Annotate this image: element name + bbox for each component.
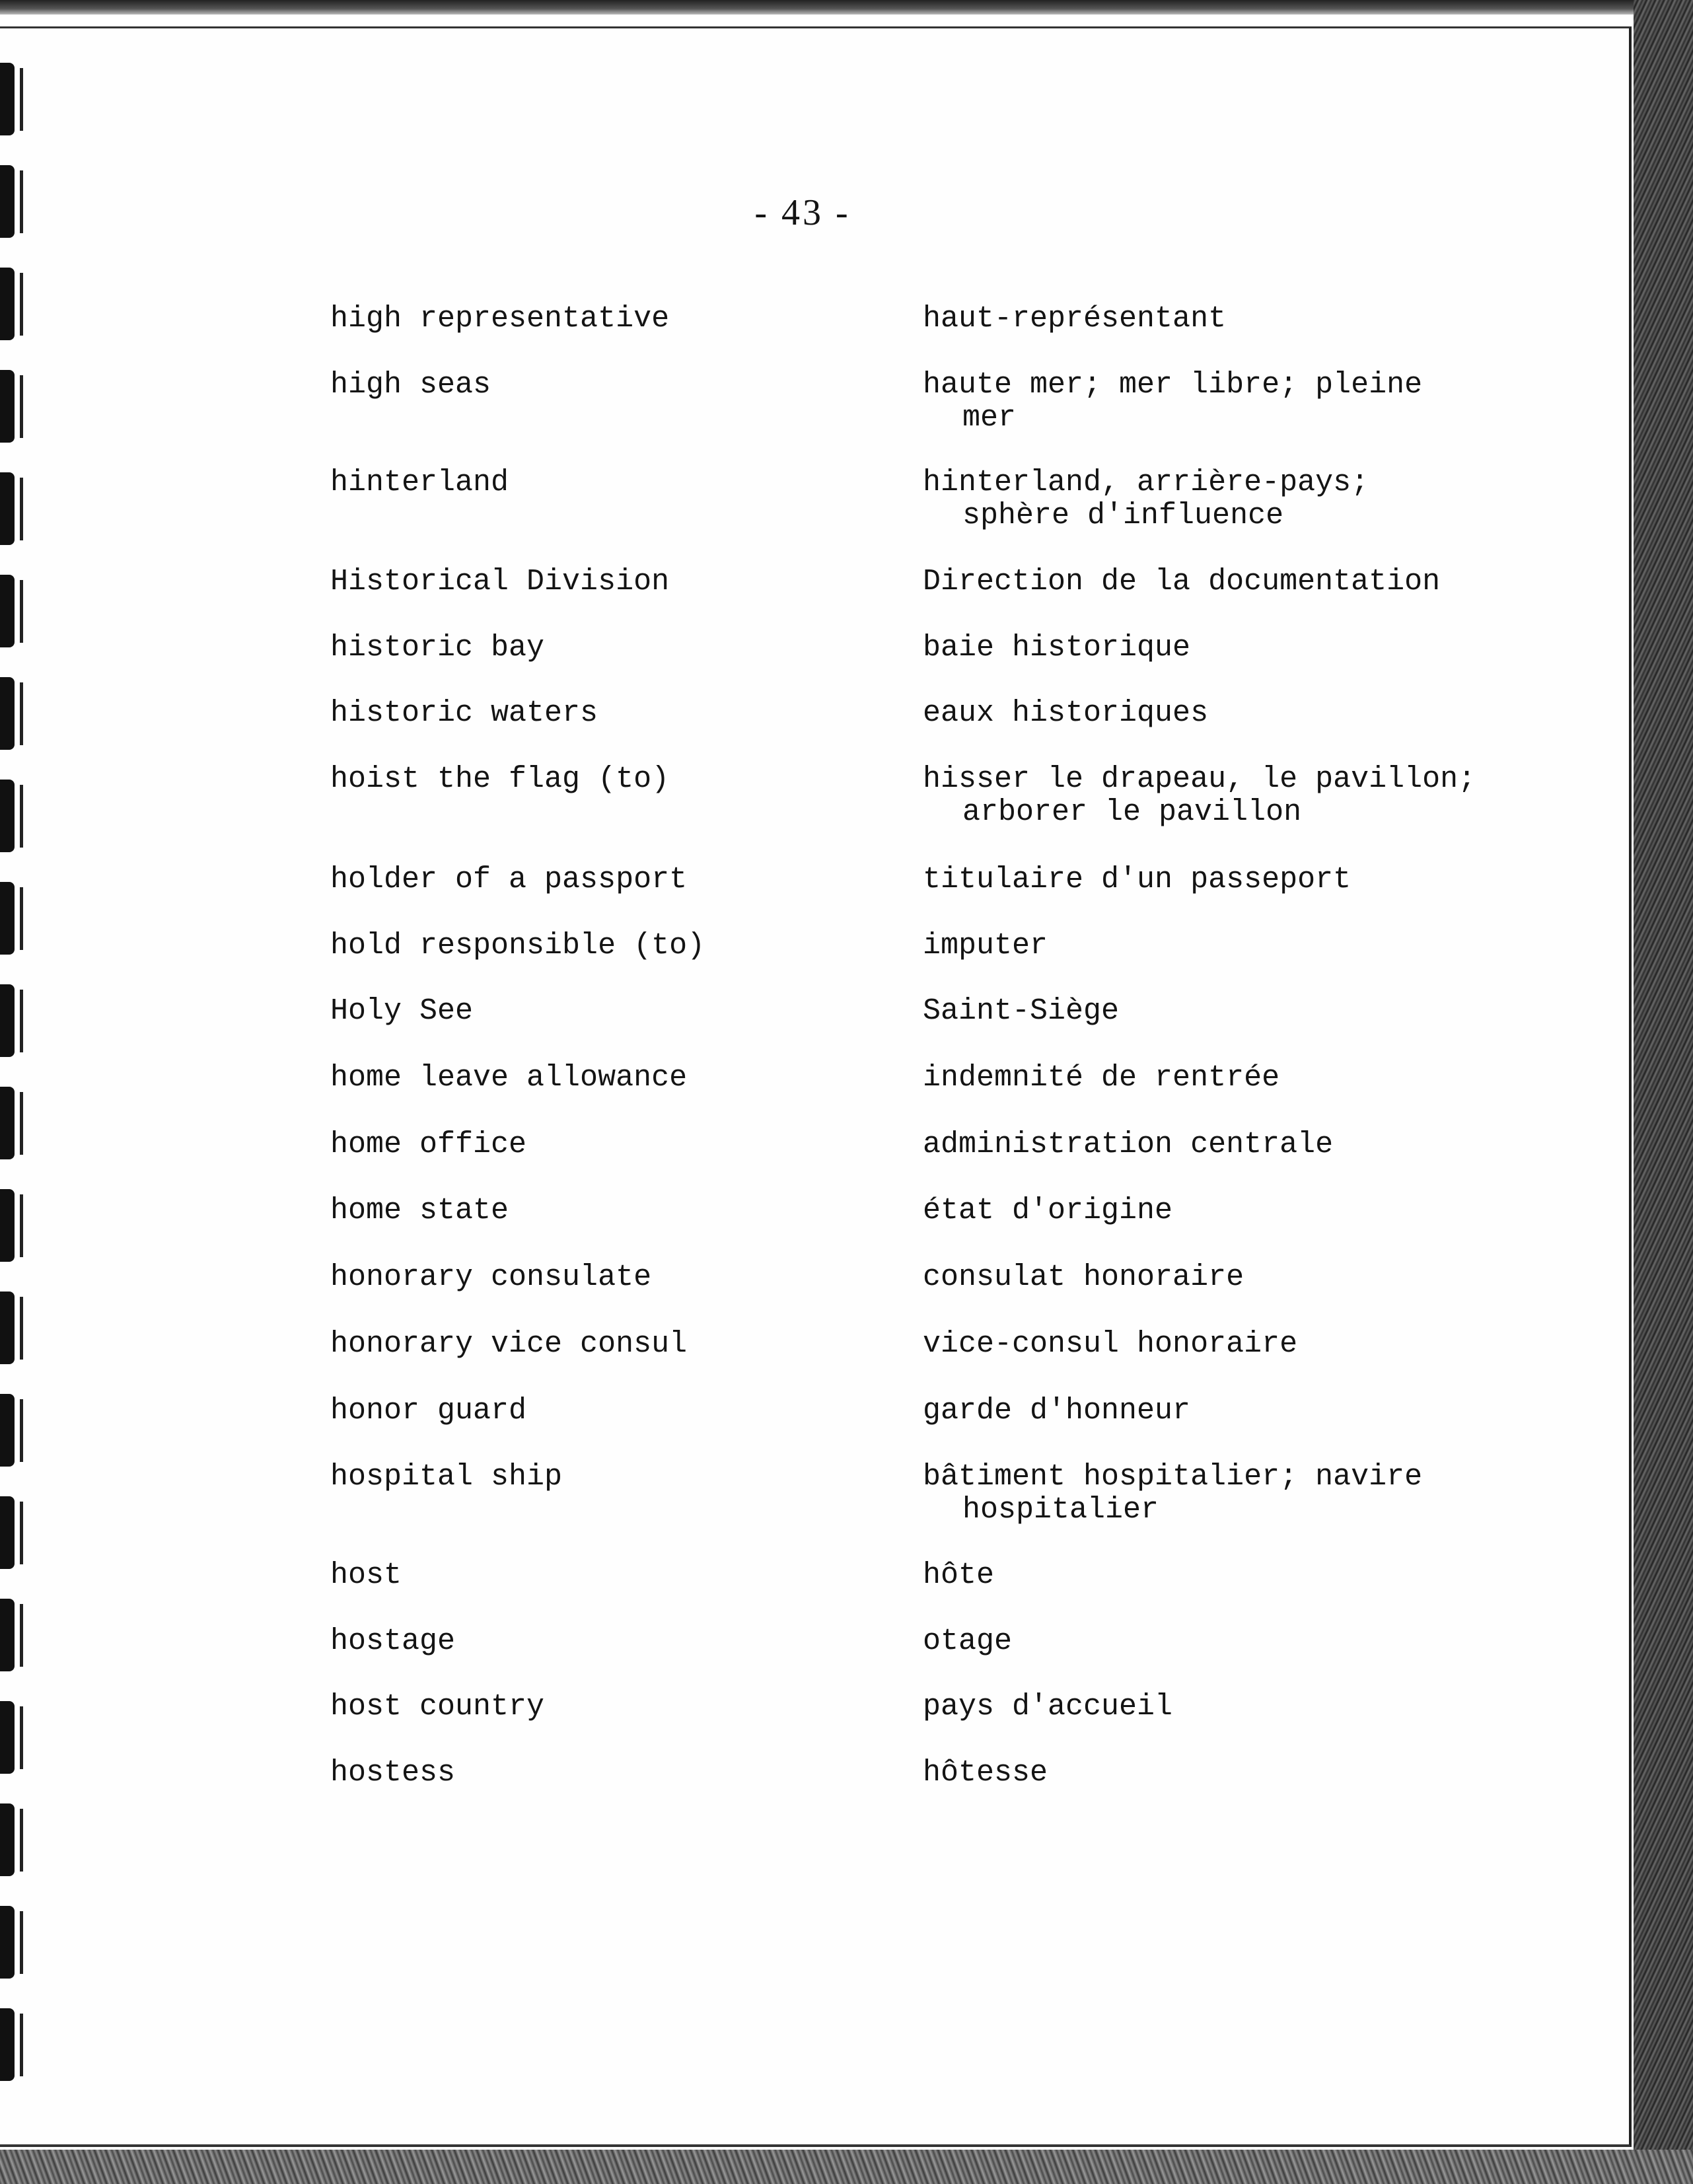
entry-translation <box>923 303 1517 336</box>
entry-translation <box>923 995 1517 1028</box>
entry-translation <box>923 1691 1517 1724</box>
translation-continuation: sphère d'influence <box>962 499 1284 532</box>
translation-line: Saint-Siège <box>923 994 1120 1028</box>
translation-line: bâtiment hospitalier; navire <box>923 1460 1423 1494</box>
entry-term: holder of a passport <box>330 863 688 896</box>
entry-term: home leave allowance <box>330 1061 688 1095</box>
entry-term: honorary consulate <box>330 1260 652 1294</box>
translation-line: hôte <box>923 1558 995 1592</box>
entry-term: hinterland <box>330 466 509 499</box>
translation-line: otage <box>923 1624 1013 1658</box>
entry-term: high seas <box>330 368 491 402</box>
entry-translation <box>923 565 1517 599</box>
entry-translation <box>923 1328 1517 1361</box>
entry-translation <box>923 863 1517 896</box>
entry-translation <box>923 929 1517 963</box>
entry-translation <box>923 1757 1517 1790</box>
entry-term: host <box>330 1558 402 1592</box>
translation-line: administration centrale <box>923 1128 1334 1161</box>
entry-term: historic bay <box>330 631 545 665</box>
translation-line: imputer <box>923 929 1048 963</box>
entry-term: host country <box>330 1690 545 1724</box>
translation-line: haute mer; mer libre; pleine <box>923 368 1423 402</box>
translation-line: eaux historiques <box>923 696 1209 730</box>
entry-translation <box>923 763 1517 829</box>
entry-translation <box>923 1261 1517 1294</box>
translation-line: garde d'honneur <box>923 1394 1191 1428</box>
entry-translation <box>923 1062 1517 1095</box>
translation-continuation: mer <box>962 401 1017 435</box>
translation-line: pays d'accueil <box>923 1690 1173 1724</box>
entry-term: home state <box>330 1194 509 1227</box>
entry-translation <box>923 1559 1517 1592</box>
entry-term: hospital ship <box>330 1460 563 1494</box>
translation-line: baie historique <box>923 631 1191 665</box>
entry-term: hold responsible (to) <box>330 929 705 963</box>
translation-continuation: hospitalier <box>962 1493 1159 1527</box>
entry-translation <box>923 697 1517 730</box>
entry-translation <box>923 1461 1517 1527</box>
entry-term: high representative <box>330 302 670 336</box>
entry-term: historic waters <box>330 696 598 730</box>
translation-line: hôtesse <box>923 1756 1048 1790</box>
translation-line: hisser le drapeau, le pavillon; <box>923 762 1476 796</box>
translation-line: haut-représentant <box>923 302 1227 336</box>
translation-line: consulat honoraire <box>923 1260 1244 1294</box>
entry-term: home office <box>330 1128 527 1161</box>
entry-translation <box>923 1128 1517 1161</box>
page-number: - 43 - <box>754 192 851 233</box>
entry-translation <box>923 632 1517 665</box>
entry-term: honorary vice consul <box>330 1327 688 1361</box>
entry-translation <box>923 369 1517 435</box>
translation-line: indemnité de rentrée <box>923 1061 1280 1095</box>
translation-line: Direction de la documentation <box>923 565 1441 599</box>
entry-translation <box>923 466 1517 532</box>
entry-term: hoist the flag (to) <box>330 762 670 796</box>
entry-term: Holy See <box>330 994 474 1028</box>
entry-term: honor guard <box>330 1394 527 1428</box>
entry-term: hostage <box>330 1624 456 1658</box>
entry-term: Historical Division <box>330 565 670 599</box>
entry-translation <box>923 1625 1517 1658</box>
translation-line: état d'origine <box>923 1194 1173 1227</box>
translation-line: vice-consul honoraire <box>923 1327 1298 1361</box>
entry-translation <box>923 1395 1517 1428</box>
translation-line: titulaire d'un passeport <box>923 863 1351 896</box>
entry-translation <box>923 1194 1517 1227</box>
entry-term: hostess <box>330 1756 456 1790</box>
translation-continuation: arborer le pavillon <box>962 795 1302 829</box>
translation-line: hinterland, arrière-pays; <box>923 466 1369 499</box>
